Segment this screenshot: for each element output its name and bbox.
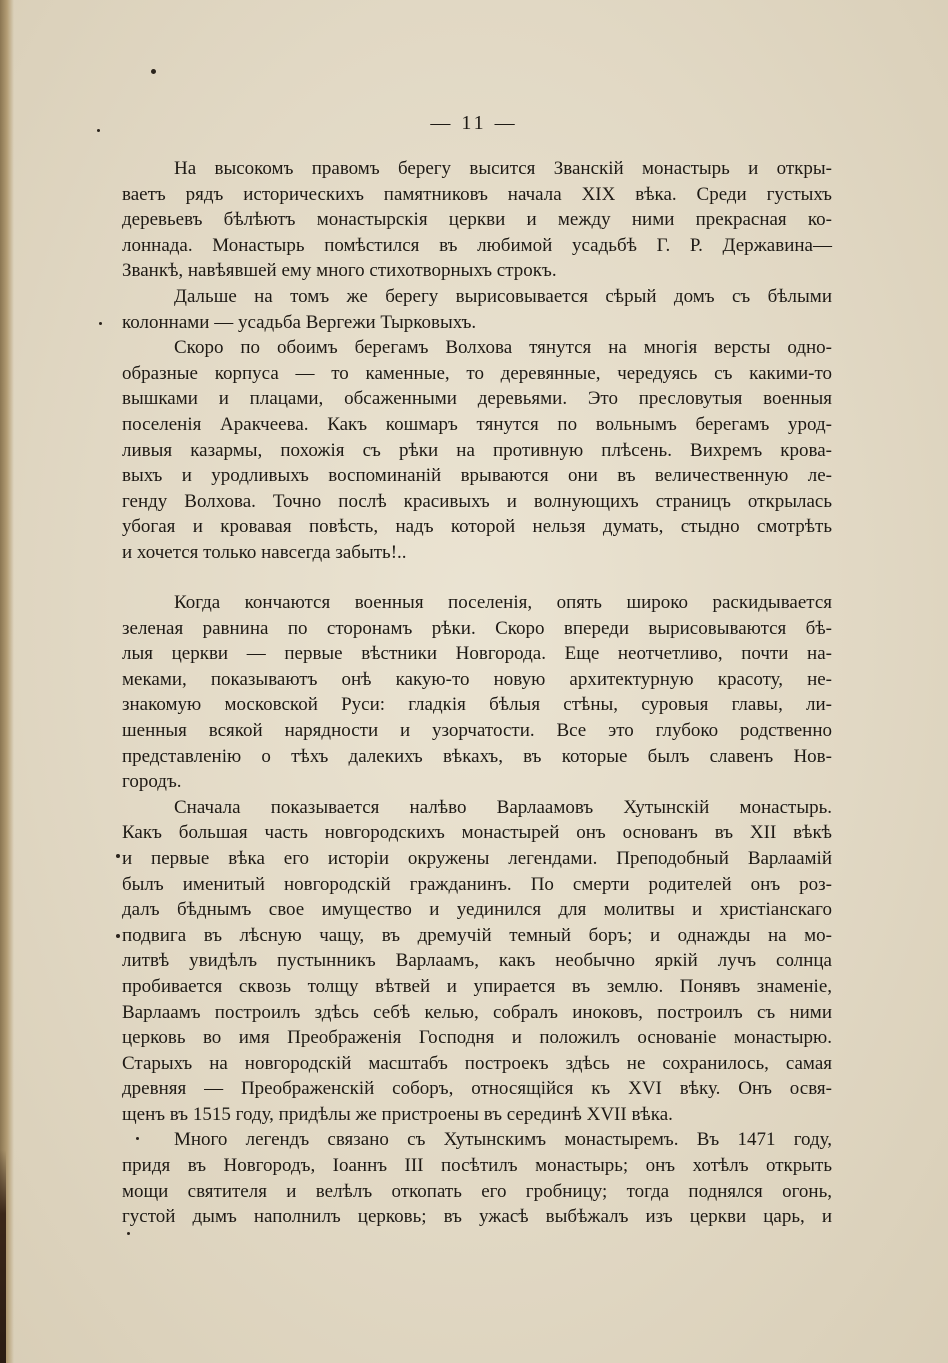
text-line: убогая и кровавая повѣсть, надъ которой нельзя думать, стыдно смотрѣть (122, 516, 832, 538)
text-line: литвѣ увидѣлъ пустынникъ Варлаамъ, какъ необычно яркій лучъ солнца (122, 950, 832, 972)
text-line: лыя церкви — первые вѣстники Новгорода. Еще неотчетливо, почти на- (122, 643, 832, 665)
text-line: представленію о тѣхъ далекихъ вѣкахъ, въ которые былъ славенъ Нов- (122, 745, 832, 767)
text-line: деревьевъ бѣлѣютъ монастырскія церкви и между ними прекрасная ко- (122, 209, 832, 231)
text-line: былъ именитый новгородскій гражданинъ. По смерти родителей онъ роз- (122, 873, 832, 895)
paragraph (122, 284, 832, 335)
text-line: подвига въ лѣсную чащу, въ дремучій темный боръ; и однажды на мо- (122, 924, 832, 946)
text-line: Старыхъ на новгородскій масштабъ построекъ здѣсь не сохранилось, самая (122, 1052, 832, 1074)
text-line: шенныя всякой нарядности и узорчатости. Все это глубоко родственно (122, 719, 832, 741)
text-line: щенъ въ 1515 году, придѣлы же пристроены въ серединѣ XVII вѣка. (122, 1103, 673, 1125)
ink-speck (116, 854, 120, 858)
text-line: Званкѣ, навѣявшей ему много стихотворныхъ строкъ. (122, 260, 557, 282)
text-line: ливыя казармы, похожія съ рѣки на противную плѣсень. Вихремъ крова- (122, 439, 832, 461)
section-1 (122, 156, 832, 566)
text-line: и хочется только навсегда забыть!.. (122, 541, 407, 563)
ink-speck (116, 934, 120, 938)
text-line: придя въ Новгородъ, Іоаннъ III посѣтилъ монастырь; онъ хотѣлъ открыть (122, 1155, 832, 1177)
text-line: ваетъ рядъ историческихъ памятниковъ начала XIX вѣка. Среди густыхъ (122, 183, 832, 205)
text-line: Когда кончаются военныя поселенія, опять широко раскидывается (174, 592, 832, 613)
ink-speck (99, 322, 102, 325)
ink-speck (127, 1232, 130, 1235)
text-line: далъ бѣднымъ свое имущество и уединился для молитвы и христіанскаго (122, 899, 832, 921)
paragraph (122, 335, 832, 565)
text-line: колоннами — усадьба Вергежи Тырковыхъ. (122, 311, 477, 333)
text-line: На высокомъ правомъ берегу высится Званскій монастырь и откры- (174, 158, 832, 179)
text-line: церковь во имя Преображенія Господня и положилъ основаніе монастырю. (122, 1027, 832, 1049)
paragraph (122, 590, 832, 795)
page-number: — 11 — (430, 112, 518, 134)
text-line: городъ. (122, 771, 182, 793)
text-line: Варлаамъ построилъ здѣсь себѣ келью, собралъ иноковъ, построилъ съ ними (122, 1001, 832, 1023)
text-line: и первые вѣка его исторіи окружены легендами. Преподобный Варлаамій (122, 847, 832, 869)
text-line: выхъ и уродливыхъ воспоминаній врываются они въ величественную ле- (122, 465, 832, 487)
text-line: древняя — Преображенскій соборъ, относящійся къ XVI вѣку. Онъ освя- (122, 1078, 832, 1100)
text-line: образные корпуса — то каменные, то деревянные, чередуясь съ какими-то (122, 362, 832, 384)
text-line: генду Волхова. Точно послѣ красивыхъ и волнующихъ страницъ открылась (122, 490, 832, 512)
text-line: зеленая равнина по сторонамъ рѣки. Скоро впереди вырисовываются бѣ- (122, 617, 832, 639)
text-line: Сначала показывается налѣво Варлаамовъ Хутынскій монастырь. (174, 796, 832, 818)
text-line: пробивается сквозь толщу вѣтвей и упирается въ землю. Понявъ знаменіе, (122, 975, 832, 997)
text-line: меками, показываютъ онѣ какую-то новую архитектурную красоту, не- (122, 668, 832, 690)
paragraph (122, 1127, 832, 1229)
text-line: поселенія Аракчеева. Какъ кошмаръ тянутся по вольнымъ берегамъ урод- (122, 413, 832, 435)
text-line: Скоро по обоимъ берегамъ Волхова тянутся на многія версты одно- (174, 337, 832, 359)
text-line: мощи святителя и велѣлъ откопать его гробницу; тогда поднялся огонь, (122, 1180, 832, 1202)
text-line: вышками и плацами, обсаженными деревьями. Это пресловутыя военныя (122, 388, 832, 410)
text-line: Какъ большая часть новгородскихъ монастырей онъ основанъ въ XII вѣкѣ (122, 822, 832, 844)
page-binding-shadow (0, 1150, 6, 1363)
ink-speck (151, 69, 156, 74)
text-line: Много легендъ связано съ Хутынскимъ монастыремъ. Въ 1471 году, (174, 1129, 832, 1151)
text-line: Дальше на томъ же берегу вырисовывается сѣрый домъ съ бѣлыми (174, 285, 832, 307)
paragraph (122, 795, 832, 1128)
paragraph (122, 156, 832, 284)
section-2 (122, 590, 832, 1230)
text-line: густой дымъ наполнилъ церковь; въ ужасѣ выбѣжалъ изъ церкви царь, и (122, 1206, 832, 1228)
text-line: знакомую московской Руси: гладкія бѣлыя стѣны, суровыя главы, ли- (122, 694, 832, 716)
text-line: лоннада. Монастырь помѣстился въ любимой усадьбѣ Г. Р. Державина— (122, 234, 832, 256)
